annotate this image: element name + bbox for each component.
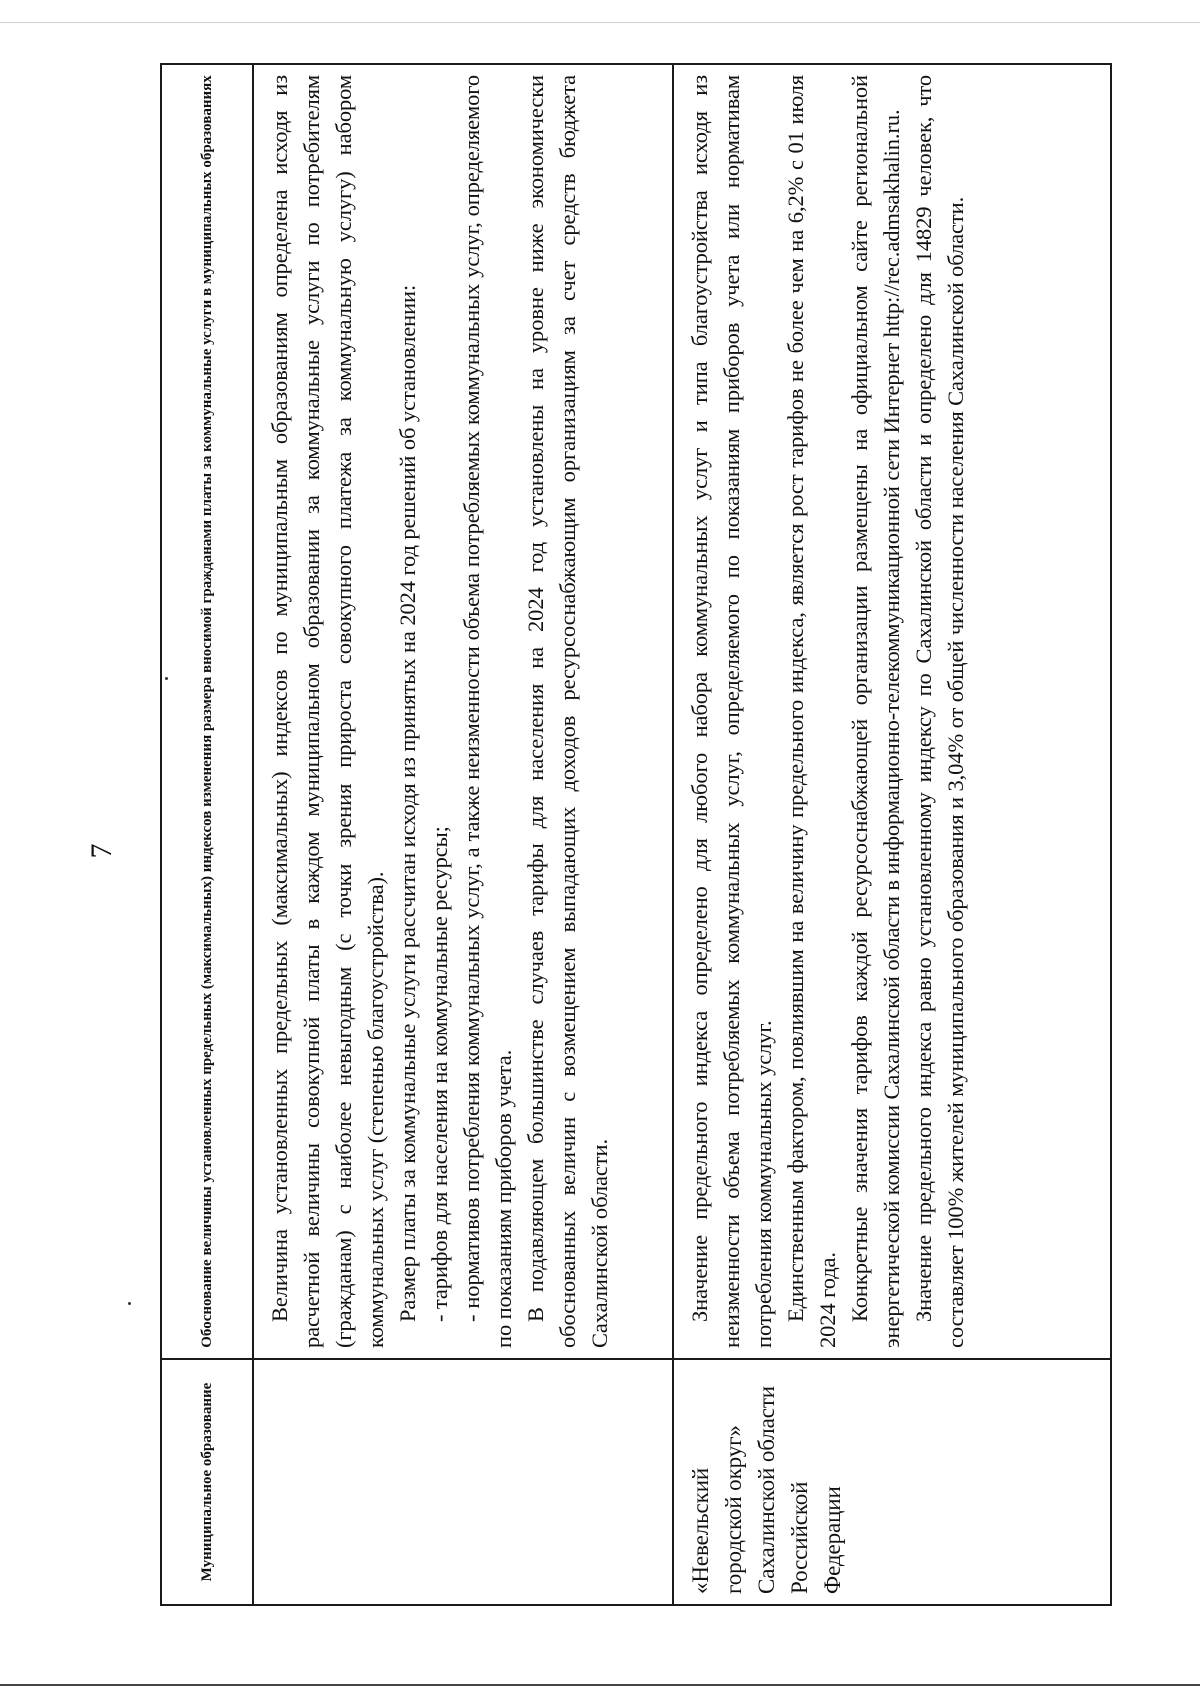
table-row bbox=[673, 64, 1111, 1605]
rotated-table-container bbox=[160, 75, 1080, 1606]
justification-paragraph: В подавляющем большинстве случаев тарифы для населения на 2024 год установлены на уровне ниже экономически обоснованных величин с возмещением выпадающих доходов ресурсоснабжающим организациям за счет средств бюджета Сахалинской области. bbox=[523, 75, 612, 1348]
justification-paragraph: Значение предельного индекса определено для любого набора коммунальных услуг и типа благоустройства исходя из неизменности объема потребляемых коммунальных услуг, определяемого по показаниям приборов учета или нормативам потребления коммунальных услуг. bbox=[687, 75, 776, 1348]
justification-list-item: - тарифов для населения на коммунальные ресурсы; bbox=[427, 826, 452, 1322]
table-row bbox=[253, 64, 673, 1605]
municipality-cell: «Невельский городской округ» Сахалинской области Российской Федерации bbox=[673, 1359, 1111, 1605]
justification-cell bbox=[253, 64, 673, 1359]
justification-paragraph: Значение предельного индекса равно установленному индексу по Сахалинской области и определено для 14829 человек, что составляет 100% жителей муниципального образования и 3,04% от общей численности населения Сахалинской области. bbox=[911, 75, 968, 1348]
table-header-row bbox=[161, 64, 253, 1605]
justification-list-item: - нормативов потребления коммунальных услуг, а также неизменности объема потребляемых коммунальных услуг, определяемого по показаниям приборов учета. bbox=[459, 75, 516, 1348]
municipality-cell bbox=[253, 1359, 673, 1605]
justification-paragraph: Размер платы за коммунальные услуги рассчитан исходя из принятых на 2024 год решений об установлении: bbox=[395, 284, 420, 1322]
justification-paragraph: Конкретные значения тарифов каждой ресурсоснабжающей организации размещены на официальном сайте региональной энергетической комиссии Сахалинской области в информационно-телекоммуникационной сети Интернет http://rec.admsakhalin.ru. bbox=[847, 75, 904, 1348]
page-number: 7 bbox=[85, 843, 118, 859]
header-justification: Обоснование величины установленных предельных (максимальных) индексов изменения размера вносимой гражданами платы за коммунальные услуги в муниципальных образованиях bbox=[161, 64, 253, 1359]
scan-speck bbox=[128, 1302, 131, 1305]
justification-paragraph: Единственным фактором, повлиявшим на величину предельного индекса, является рост тарифов не более чем на 6,2% с 01 июля 2024 года. bbox=[783, 75, 840, 1348]
header-municipality: Муниципальное образование bbox=[161, 1359, 253, 1605]
bottom-scan-edge bbox=[0, 1684, 1200, 1686]
justification-cell bbox=[673, 64, 1111, 1359]
top-scan-edge bbox=[0, 22, 1200, 23]
justification-table bbox=[160, 63, 1112, 1606]
justification-paragraph: Величина установленных предельных (максимальных) индексов по муниципальным образованиям определена исходя из расчетной величины совокупной платы в каждом муниципальном образовании за коммунальные услуги по потребителям (гражданам) с наиболее невыгодным (с точки зрения прироста совокупного платежа за коммунальную услугу) набором коммунальных услуг (степенью благоустройства). bbox=[267, 75, 388, 1348]
